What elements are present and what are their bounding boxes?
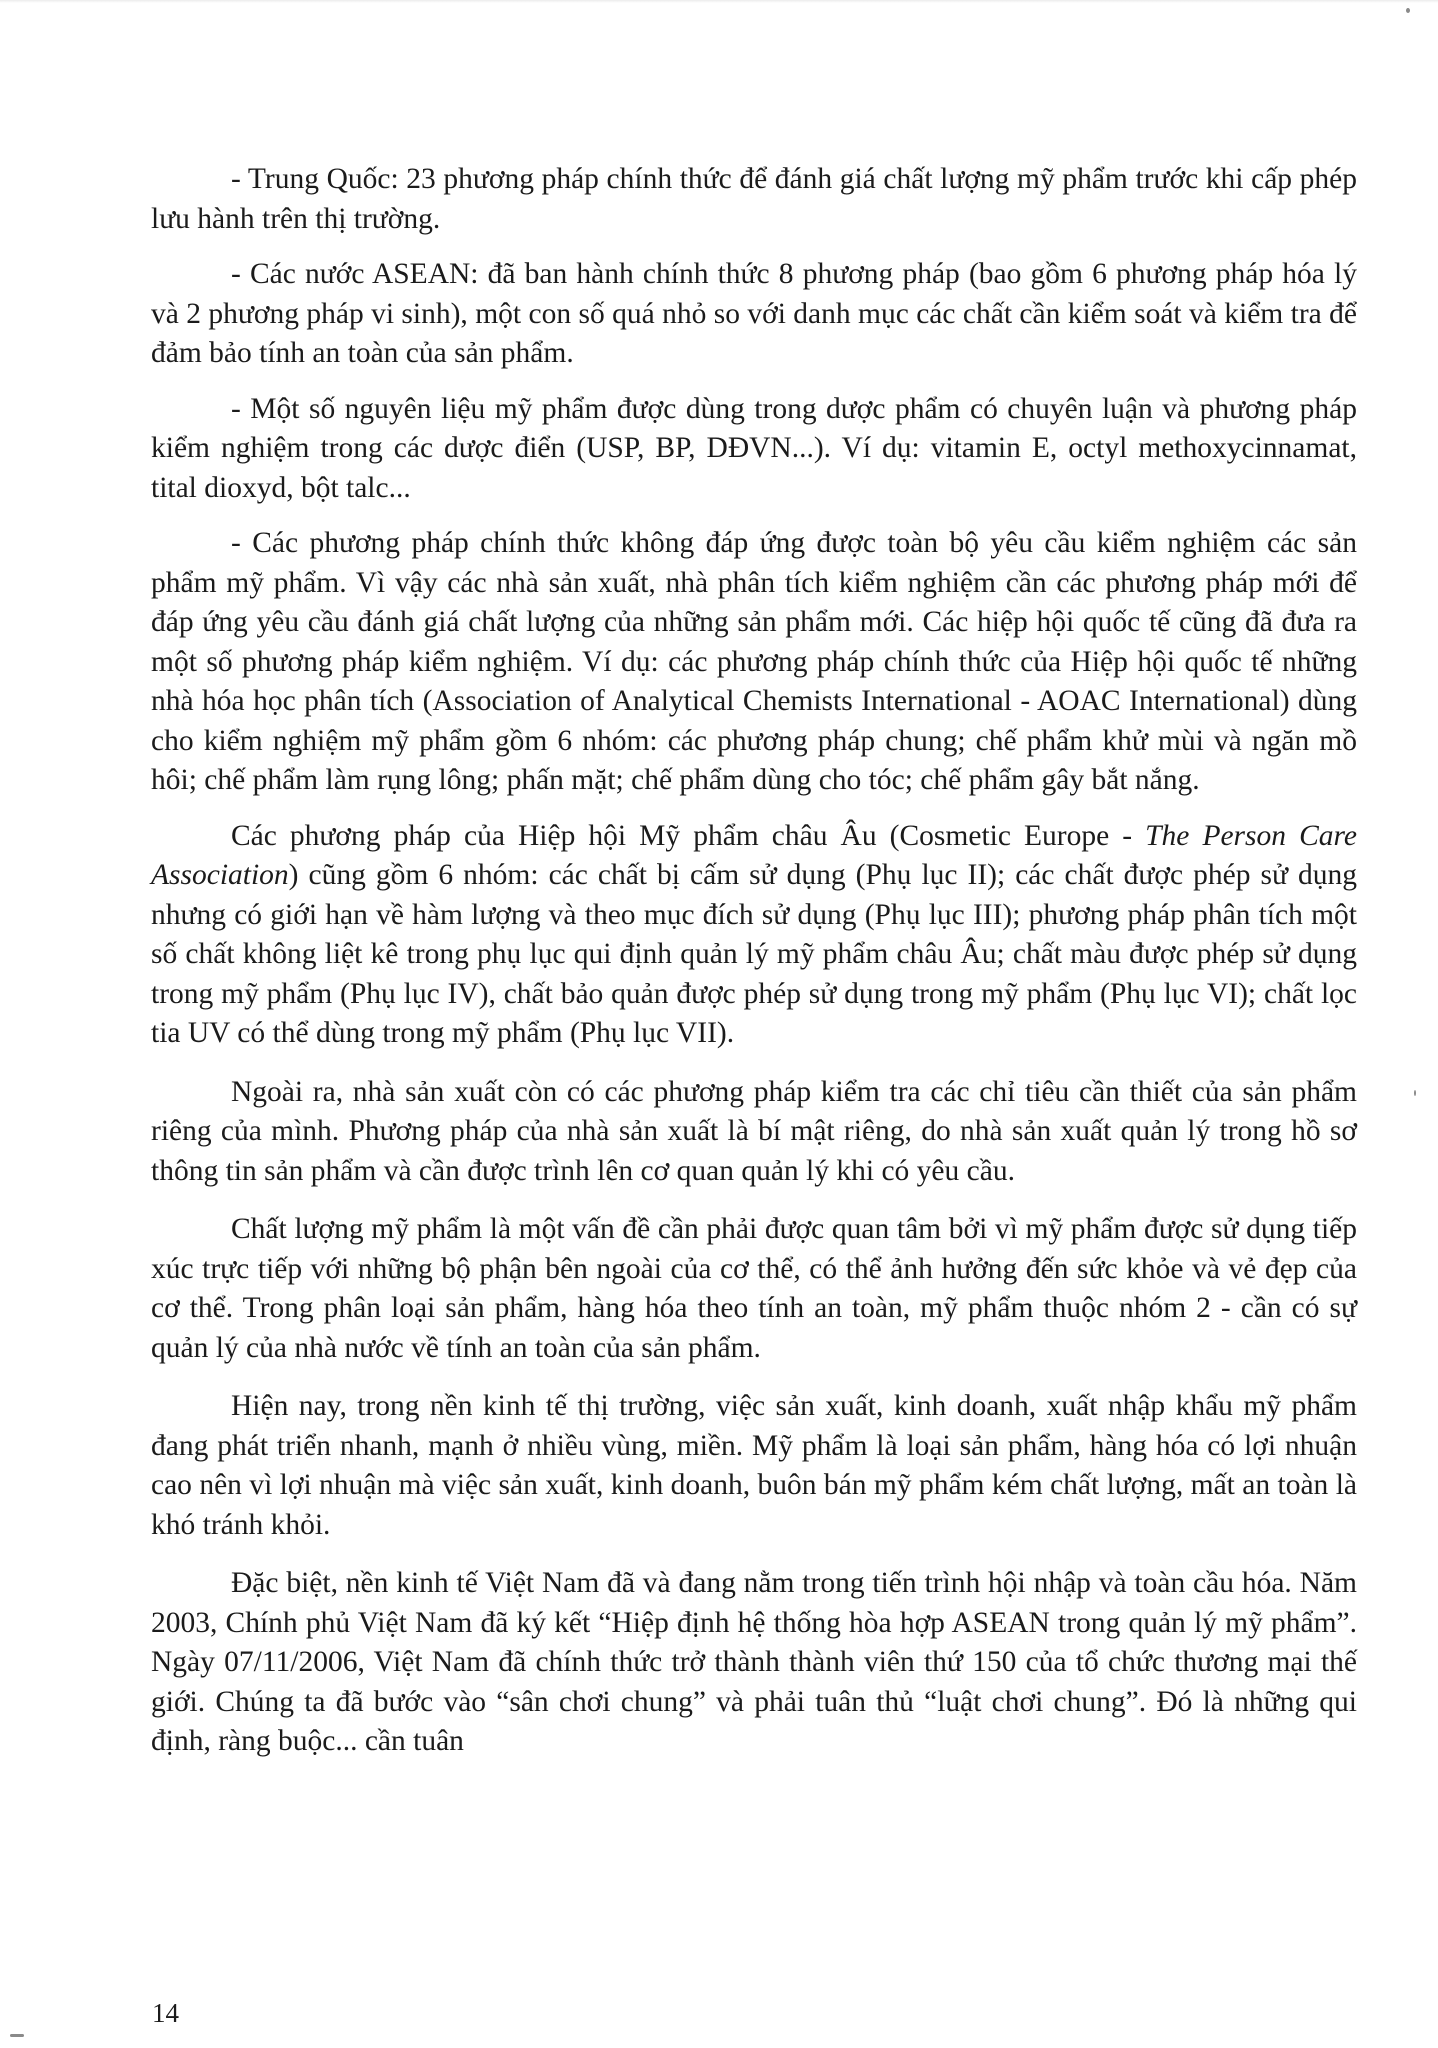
page-body (151, 160, 1357, 1781)
italic-text: The Person Care Association (151, 819, 1357, 891)
paragraph-raw-materials: - Một số nguyên liệu mỹ phẩm được dùng trong dược phẩm có chuyên luận và phương pháp kiểm nghiệm trong các dược điển (USP, BP, DĐVN...). Ví dụ: vitamin E, octyl methoxycinnamat, tital dioxyd, bột talc... (151, 392, 1357, 504)
paragraph-market: Hiện nay, trong nền kinh tế thị trường, việc sản xuất, kinh doanh, xuất nhập khẩu mỹ phẩm đang phát triển nhanh, mạnh ở nhiều vùng, miền. Mỹ phẩm là loại sản phẩm, hàng hóa có lợi nhuận cao nên vì lợi nhuận mà việc sản xuất, kinh doanh, buôn bán mỹ phẩm kém chất lượng, mất an toàn là khó tránh khỏi. (151, 1390, 1357, 1541)
scan-speck (10, 2034, 24, 2037)
paragraph-asean: - Các nước ASEAN: đã ban hành chính thức 8 phương pháp (bao gồm 6 phương pháp hóa lý và 2 phương pháp vi sinh), một con số quá nhỏ so với danh mục các chất cần kiểm soát và kiểm tra để đảm bảo tính an toàn của sản phẩm. (151, 258, 1357, 369)
paragraph-official-methods: - Các phương pháp chính thức không đáp ứng được toàn bộ yêu cầu kiểm nghiệm các sản phẩm mỹ phẩm. Vì vậy các nhà sản xuất, nhà phân tích kiểm nghiệm cần các phương pháp mới để đáp ứng yêu cầu đánh giá chất lượng của những sản phẩm mới. Các hiệp hội quốc tế cũng đã đưa ra một số phương pháp kiểm nghiệm. Ví dụ: các phương pháp chính thức của Hiệp hội quốc tế những nhà hóa học phân tích (Association of Analytical Chemists International - AOAC International) dùng cho kiểm nghiệm mỹ phẩm gồm 6 nhóm: các phương pháp chung; chế phẩm khử mùi và ngăn mồ hôi; chế phẩm làm rụng lông; phấn mặt; chế phẩm dùng cho tóc; chế phẩm gây bắt nắng. (151, 527, 1357, 796)
scan-speck (1414, 1090, 1416, 1096)
paragraph-manufacturer-methods: Ngoài ra, nhà sản xuất còn có các phương pháp kiểm tra các chỉ tiêu cần thiết của sản phẩm riêng của mình. Phương pháp của nhà sản xuất là bí mật riêng, do nhà sản xuất quản lý trong hồ sơ thông tin sản phẩm và cần được trình lên cơ quan quản lý khi có yêu cầu. (151, 1075, 1357, 1187)
paragraph-cosmetic-europe (151, 817, 1357, 1054)
paragraph-text: Các phương pháp của Hiệp hội Mỹ phẩm châu Âu (Cosmetic Europe - (231, 819, 1146, 852)
scan-top-edge (0, 0, 1438, 3)
page-number: 14 (152, 1998, 179, 2028)
paragraph-quality: Chất lượng mỹ phẩm là một vấn đề cần phải được quan tâm bởi vì mỹ phẩm được sử dụng tiếp xúc trực tiếp với những bộ phận bên ngoài của cơ thể, có thể ảnh hưởng đến sức khỏe và vẻ đẹp của cơ thể. Trong phân loại sản phẩm, hàng hóa theo tính an toàn, mỹ phẩm thuộc nhóm 2 - cần có sự quản lý của nhà nước về tính an toàn của sản phẩm. (151, 1213, 1357, 1364)
paragraph-text: ) cũng gồm 6 nhóm: các chất bị cấm sử dụng (Phụ lục II); các chất được phép sử dụng nhưng có giới hạn về hàm lượng và theo mục đích sử dụng (Phụ lục III); phương pháp phân tích một số chất không liệt kê trong phụ lục qui định quản lý mỹ phẩm châu Âu; chất màu được phép sử dụng trong mỹ phẩm (Phụ lục IV), chất bảo quản được phép sử dụng trong mỹ phẩm (Phụ lục VI); chất lọc tia UV có thể dùng trong mỹ phẩm (Phụ lục VII). (151, 859, 1357, 1049)
paragraph-integration: Đặc biệt, nền kinh tế Việt Nam đã và đang nằm trong tiến trình hội nhập và toàn cầu hóa. Năm 2003, Chính phủ Việt Nam đã ký kết “Hiệp định hệ thống hòa hợp ASEAN trong quản lý mỹ phẩm”. Ngày 07/11/2006, Việt Nam đã chính thức trở thành thành viên thứ 150 của tổ chức thương mại thế giới. Chúng ta đã bước vào “sân chơi chung” và phải tuân thủ “luật chơi chung”. Đó là những qui định, ràng buộc... cần tuân (151, 1567, 1357, 1757)
scan-speck (1406, 8, 1410, 13)
paragraph-china: - Trung Quốc: 23 phương pháp chính thức để đánh giá chất lượng mỹ phẩm trước khi cấp phép lưu hành trên thị trường. (151, 163, 1357, 235)
